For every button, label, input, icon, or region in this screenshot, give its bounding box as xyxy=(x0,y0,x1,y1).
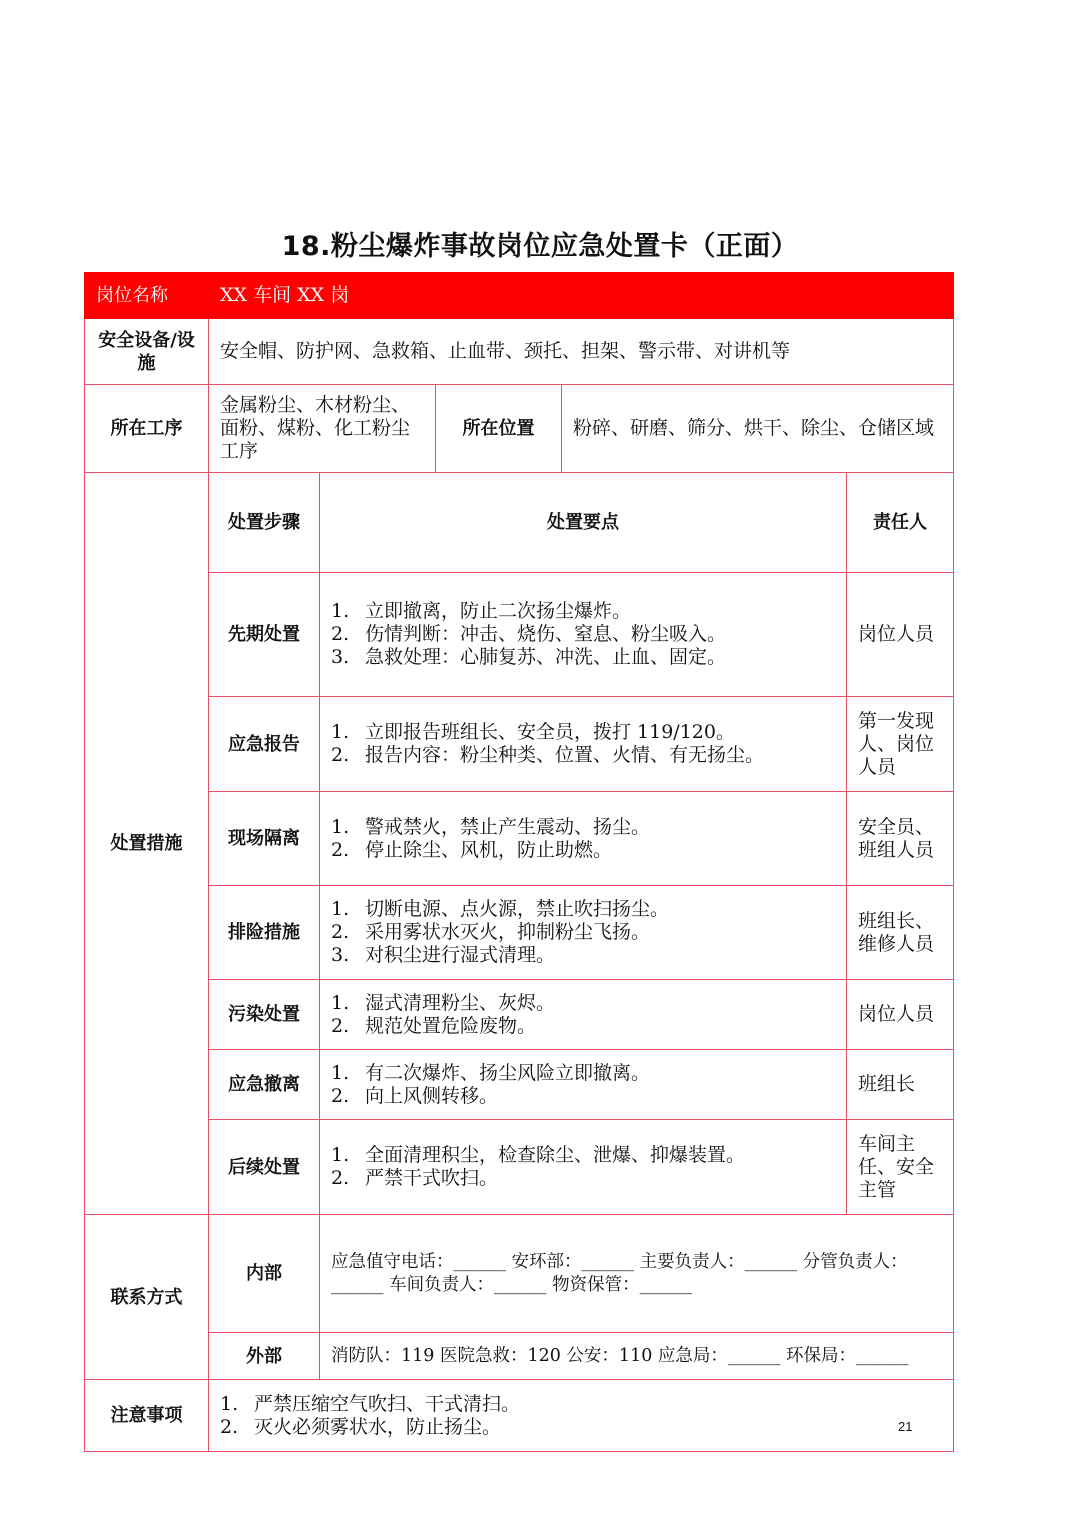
notes-row xyxy=(85,1380,954,1452)
post-row xyxy=(85,273,954,319)
location-value: 粉碎、研磨、筛分、烘干、除尘、仓储区域 xyxy=(562,385,954,473)
measure-points-list xyxy=(331,1062,835,1108)
point-text: 伤情判断：冲击、烧伤、窒息、粉尘吸入。 xyxy=(365,623,727,645)
measure-step: 后续处置 xyxy=(209,1120,320,1215)
measure-points xyxy=(320,886,847,980)
measures-label: 处置措施 xyxy=(85,473,209,1215)
measure-step: 先期处置 xyxy=(209,573,320,697)
point-text: 湿式清理粉尘、灰烬。 xyxy=(365,991,556,1014)
measure-person: 班组长、维修人员 xyxy=(847,886,954,980)
note-number: 2. xyxy=(220,1415,239,1438)
point-number: 2. xyxy=(331,838,350,861)
measure-points-list xyxy=(331,992,835,1038)
notes-list xyxy=(220,1393,942,1439)
post-label: 岗位名称 xyxy=(85,273,209,319)
measure-row xyxy=(85,1050,954,1120)
measure-points xyxy=(320,573,847,697)
measure-point xyxy=(331,1144,835,1167)
point-text: 报告内容：粉尘种类、位置、火情、有无扬尘。 xyxy=(365,744,765,766)
point-number: 2. xyxy=(331,623,350,645)
measure-points-list xyxy=(331,816,835,862)
point-text: 采用雾状水灭火，抑制粉尘飞扬。 xyxy=(365,921,651,943)
point-number: 1. xyxy=(331,1144,350,1166)
point-text: 向上风侧转移。 xyxy=(365,1084,499,1107)
measure-point xyxy=(331,1167,835,1190)
point-number: 1. xyxy=(331,898,350,920)
equipment-value: 安全帽、防护网、急救箱、止血带、颈托、担架、警示带、对讲机等 xyxy=(209,319,954,385)
measure-point xyxy=(331,898,835,921)
measure-points-list xyxy=(331,600,835,669)
measure-person: 岗位人员 xyxy=(847,980,954,1050)
point-text: 立即报告班组长、安全员，拨打 119/120。 xyxy=(365,721,735,743)
note-number: 1. xyxy=(220,1392,239,1415)
measure-points xyxy=(320,1050,847,1120)
contact-internal-row xyxy=(85,1215,954,1333)
page-title: 18.粉尘爆炸事故岗位应急处置卡（正面） xyxy=(281,231,799,262)
contact-internal-label: 内部 xyxy=(209,1215,320,1333)
measure-step: 应急报告 xyxy=(209,697,320,792)
process-value: 金属粉尘、木材粉尘、面粉、煤粉、化工粉尘工序 xyxy=(209,385,436,473)
measure-person: 车间主任、安全主管 xyxy=(847,1120,954,1215)
point-number: 1. xyxy=(331,721,350,743)
contact-external-row xyxy=(85,1333,954,1380)
point-number: 2. xyxy=(331,744,350,766)
equipment-row xyxy=(85,319,954,385)
notes-value xyxy=(209,1380,954,1452)
measure-person: 第一发现人、岗位人员 xyxy=(847,697,954,792)
point-text: 严禁干式吹扫。 xyxy=(365,1167,499,1189)
measure-person: 岗位人员 xyxy=(847,573,954,697)
point-text: 停止除尘、风机，防止助燃。 xyxy=(365,838,613,861)
measure-row xyxy=(85,697,954,792)
measure-point xyxy=(331,744,835,767)
measure-point xyxy=(331,816,835,839)
measure-step: 现场隔离 xyxy=(209,792,320,886)
points-header: 处置要点 xyxy=(320,473,847,573)
measure-point xyxy=(331,839,835,862)
measure-row xyxy=(85,573,954,697)
measure-points xyxy=(320,1120,847,1215)
location-label: 所在位置 xyxy=(436,385,562,473)
point-text: 立即撤离，防止二次扬尘爆炸。 xyxy=(365,600,632,622)
measure-point xyxy=(331,721,835,744)
measure-point xyxy=(331,623,835,646)
measure-row xyxy=(85,792,954,886)
point-number: 2. xyxy=(331,1167,350,1189)
measure-row xyxy=(85,980,954,1050)
contact-external-label: 外部 xyxy=(209,1333,320,1380)
point-text: 对积尘进行湿式清理。 xyxy=(365,944,556,966)
measure-step: 污染处置 xyxy=(209,980,320,1050)
person-header: 责任人 xyxy=(847,473,954,573)
measure-point xyxy=(331,600,835,623)
measure-point xyxy=(331,921,835,944)
point-number: 1. xyxy=(331,1061,350,1084)
point-text: 有二次爆炸、扬尘风险立即撤离。 xyxy=(365,1061,651,1084)
point-number: 1. xyxy=(331,600,350,622)
point-number: 2. xyxy=(331,1084,350,1107)
measure-point xyxy=(331,992,835,1015)
notes-label: 注意事项 xyxy=(85,1380,209,1452)
point-text: 规范处置危险废物。 xyxy=(365,1014,537,1037)
measure-point xyxy=(331,944,835,967)
point-number: 3. xyxy=(331,944,350,966)
process-row xyxy=(85,385,954,473)
step-header: 处置步骤 xyxy=(209,473,320,573)
emergency-card-table xyxy=(84,272,954,1452)
measure-points xyxy=(320,697,847,792)
point-text: 警戒禁火，禁止产生震动、扬尘。 xyxy=(365,815,651,838)
point-number: 2. xyxy=(331,1014,350,1037)
measure-points-list xyxy=(331,721,835,767)
measure-person: 班组长 xyxy=(847,1050,954,1120)
measure-points xyxy=(320,792,847,886)
point-text: 急救处理：心肺复苏、冲洗、止血、固定。 xyxy=(365,646,727,668)
contact-external-value: 消防队：119 医院急救：120 公安：110 应急局：______ 环保局：______ xyxy=(320,1333,954,1380)
measure-row xyxy=(85,886,954,980)
point-number: 1. xyxy=(331,991,350,1014)
contact-internal-value: 应急值守电话：______ 安环部：______ 主要负责人：______ 分管负责人：______ 车间负责人：______ 物资保管：______ xyxy=(320,1215,954,1333)
measure-person: 安全员、班组人员 xyxy=(847,792,954,886)
measure-row xyxy=(85,1120,954,1215)
equipment-label: 安全设备/设施 xyxy=(85,319,209,385)
measure-step: 排险措施 xyxy=(209,886,320,980)
measure-point xyxy=(331,1085,835,1108)
measure-points xyxy=(320,980,847,1050)
page-number: 21 xyxy=(898,1419,913,1434)
measure-points-list xyxy=(331,1144,835,1190)
measure-point xyxy=(331,1062,835,1085)
note-item xyxy=(220,1393,942,1416)
process-label: 所在工序 xyxy=(85,385,209,473)
note-text: 严禁压缩空气吹扫、干式清扫。 xyxy=(254,1392,521,1415)
point-text: 切断电源、点火源，禁止吹扫扬尘。 xyxy=(365,898,670,920)
measures-header-row xyxy=(85,473,954,573)
point-number: 2. xyxy=(331,921,350,943)
point-text: 全面清理积尘，检查除尘、泄爆、抑爆装置。 xyxy=(365,1144,746,1166)
contact-label: 联系方式 xyxy=(85,1215,209,1380)
note-item xyxy=(220,1416,942,1439)
measure-point xyxy=(331,646,835,669)
point-number: 3. xyxy=(331,646,350,668)
post-value: XX 车间 XX 岗 xyxy=(209,273,954,319)
measure-step: 应急撤离 xyxy=(209,1050,320,1120)
note-text: 灭火必须雾状水，防止扬尘。 xyxy=(254,1415,502,1438)
point-number: 1. xyxy=(331,815,350,838)
measure-points-list xyxy=(331,898,835,967)
measure-point xyxy=(331,1015,835,1038)
